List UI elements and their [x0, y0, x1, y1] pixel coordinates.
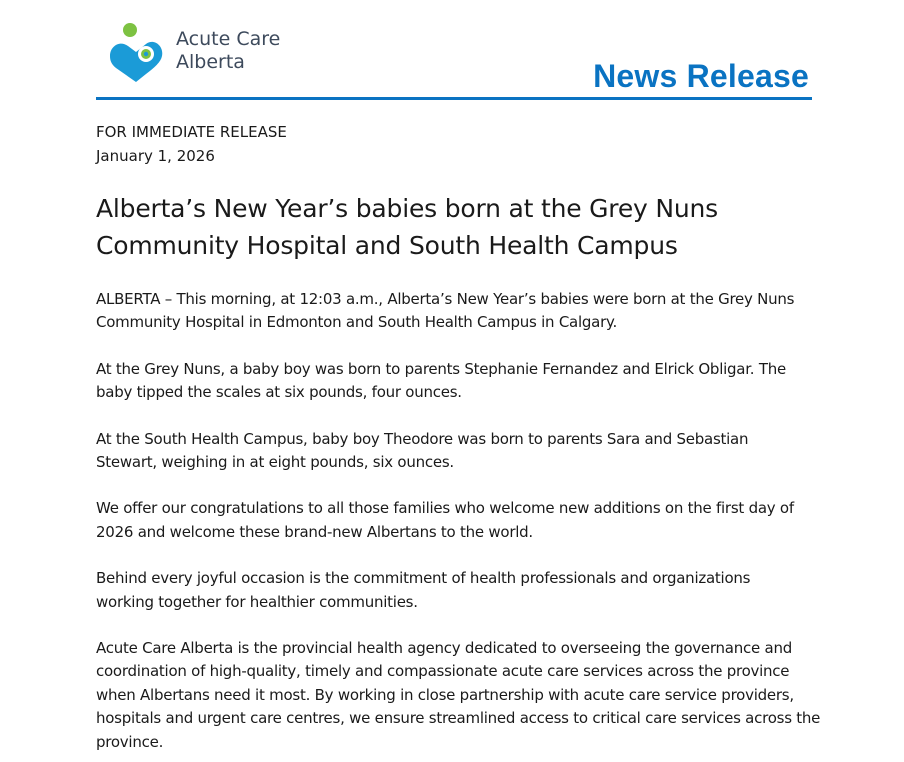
paragraph-congratulations: We offer our congratulations to all those families who welcome new additions on the first day of 2026 and welcome these brand-new Albertans to the world. — [96, 499, 794, 541]
release-date: January 1, 2026 — [96, 147, 215, 165]
logo-wordmark — [176, 28, 280, 74]
page-title — [96, 190, 836, 264]
logo-line-1: Acute Care — [176, 28, 281, 50]
paragraph-south-health: At the South Health Campus, baby boy Theodore was born to parents Sara and Sebastian Stewart, weighing in at eight pounds, six ounces. — [96, 429, 749, 472]
paragraph-grey-nuns: At the Grey Nuns, a baby boy was born to parents Stephanie Fernandez and Elrick Obligar. The baby tipped the scales at six pounds, four ounces. — [96, 359, 786, 402]
logo-mark-icon — [106, 22, 166, 86]
body-text — [96, 288, 836, 754]
logo-line-2: Alberta — [176, 51, 245, 73]
release-status: FOR IMMEDIATE RELEASE — [96, 123, 287, 141]
paragraph-commitment: Behind every joyful occasion is the commitment of health professionals and organizations working together for healthier communities. — [96, 569, 751, 611]
headline-line-2: Community Hospital and South Health Campus — [96, 231, 678, 260]
paragraph-lead: ALBERTA – This morning, at 12:03 a.m., Alberta’s New Year’s babies were born at the Grey Nuns Community Hospital in Edmonton and South Health Campus in Calgary. — [96, 290, 795, 332]
release-content — [96, 120, 836, 754]
paragraph-about: Acute Care Alberta is the provincial health agency dedicated to overseeing the governance and coordination of high-quality, timely and compassionate acute care services across the province when Albertans need it most. By working in close partnership with acute care service providers, hospitals and urgent care centres, we ensure streamlined access to critical care services across the province. — [96, 639, 821, 751]
header-divider — [96, 97, 812, 100]
news-release-label: News Release — [593, 58, 809, 94]
acute-care-alberta-logo — [106, 22, 306, 86]
headline-line-1: Alberta’s New Year’s babies born at the Grey Nuns — [96, 194, 718, 223]
